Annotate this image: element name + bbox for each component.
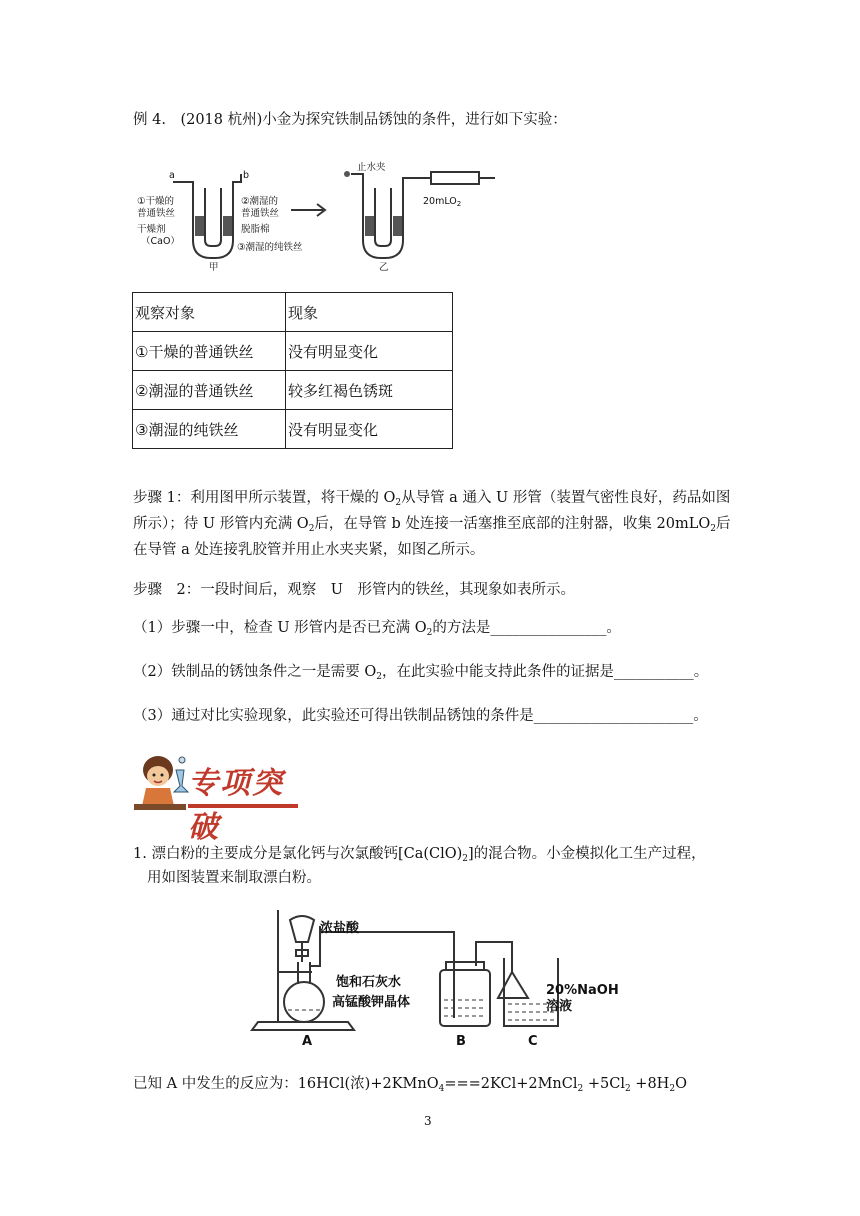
table-row — [133, 371, 453, 410]
label-b2: B — [456, 1034, 466, 1048]
label-yi: 乙 — [379, 262, 389, 272]
question-3: （3）通过对比实验现象，此实验还可得出铁制品锈蚀的条件是______________________。 — [133, 708, 708, 724]
table-header-cell: 观察对象 — [133, 293, 286, 332]
step1-line1: 步骤 1：利用图甲所示装置，将干燥的 $O_2$从导管 a 通入 U 形管（装置气密性良好，药品如图 — [133, 490, 731, 508]
label-wet-wire: ②潮湿的 — [241, 196, 279, 207]
question-2: （2）铁制品的锈蚀条件之一是需要 $O_2$，在此实验中能支持此条件的证据是___________。 — [133, 664, 709, 682]
label-dry-wire: ①干燥的 — [137, 196, 175, 207]
question-1: （1）步骤一中，检查 U 形管内是否已充满 $O_2$的方法是________________。 — [133, 620, 621, 638]
step1-line2: 所示）；待 U 形管内充满 $O_2$后，在导管 b 处连接一活塞推至底部的注射器，收集 20mLO$_2$后 — [133, 516, 731, 534]
table-row — [133, 332, 453, 371]
label-jia: 甲 — [209, 262, 219, 272]
step2: 步骤 2：一段时间后，观察 U 形管内的铁丝，其现象如表所示。 — [133, 582, 575, 598]
example-heading: 例 4. (2018 杭州)小金为探究铁制品锈蚀的条件，进行如下实验： — [133, 112, 567, 128]
banner-title: 专项突破 — [188, 766, 284, 845]
page-number: 3 — [424, 1114, 432, 1128]
label-clamp: 止水夹 — [357, 162, 386, 173]
label-solution: 溶液 — [546, 999, 573, 1014]
label-a: a — [169, 170, 175, 181]
student-cartoon-icon — [130, 750, 192, 816]
banner-underline — [188, 804, 298, 808]
table-cell: ③潮湿的纯铁丝 — [133, 410, 286, 449]
table-cell: ①干燥的普通铁丝 — [133, 332, 286, 371]
label-c2: C — [528, 1034, 538, 1048]
problem1-line1: 1. 漂白粉的主要成分是氯化钙与次氯酸钙$[Ca(ClO)_2]$的混合物。小金模拟化工生产过程， — [133, 846, 706, 864]
label-volume: 20mLO$_2$ — [423, 196, 462, 208]
label-a2: A — [302, 1034, 313, 1048]
table-cell: ②潮湿的普通铁丝 — [133, 371, 286, 410]
table-row — [133, 410, 453, 449]
label-desiccant: 干燥剂 — [137, 224, 166, 235]
table-header-row — [133, 293, 453, 332]
table-cell: 没有明显变化 — [286, 410, 453, 449]
section-banner — [130, 750, 300, 845]
label-naoh: 20%NaOH — [546, 983, 619, 998]
table-cell: 没有明显变化 — [286, 332, 453, 371]
step1-line3: 在导管 a 处连接乳胶管并用止水夹夹紧，如图乙所示。 — [133, 542, 485, 558]
label-cotton: 脱脂棉 — [241, 224, 270, 235]
u-tube-diagram — [133, 160, 503, 272]
label-cao: （CaO） — [141, 236, 180, 247]
table-header-cell: 现象 — [286, 293, 453, 332]
label-wet-wire-2: 普通铁丝 — [241, 208, 280, 219]
label-dry-wire-2: 普通铁丝 — [137, 208, 176, 219]
observation-table — [132, 292, 453, 449]
label-b: b — [243, 170, 250, 181]
label-hcl: 浓盐酸 — [320, 921, 360, 936]
label-limewater: 饱和石灰水 — [336, 975, 402, 990]
reaction-equation: 已知 A 中发生的反应为：16HCl(浓)+2KMnO$_4$===2KCl+2MnCl$_2$ $+5Cl_2 +8H_2O$ — [133, 1076, 687, 1094]
label-kmno4: 高锰酸钾晶体 — [332, 995, 411, 1010]
table-cell: 较多红褐色锈斑 — [286, 371, 453, 410]
problem1-line2: 用如图装置来制取漂白粉。 — [147, 870, 321, 886]
bleach-apparatus-diagram — [228, 902, 640, 1048]
label-pure-wire: ③潮湿的纯铁丝 — [237, 242, 303, 253]
